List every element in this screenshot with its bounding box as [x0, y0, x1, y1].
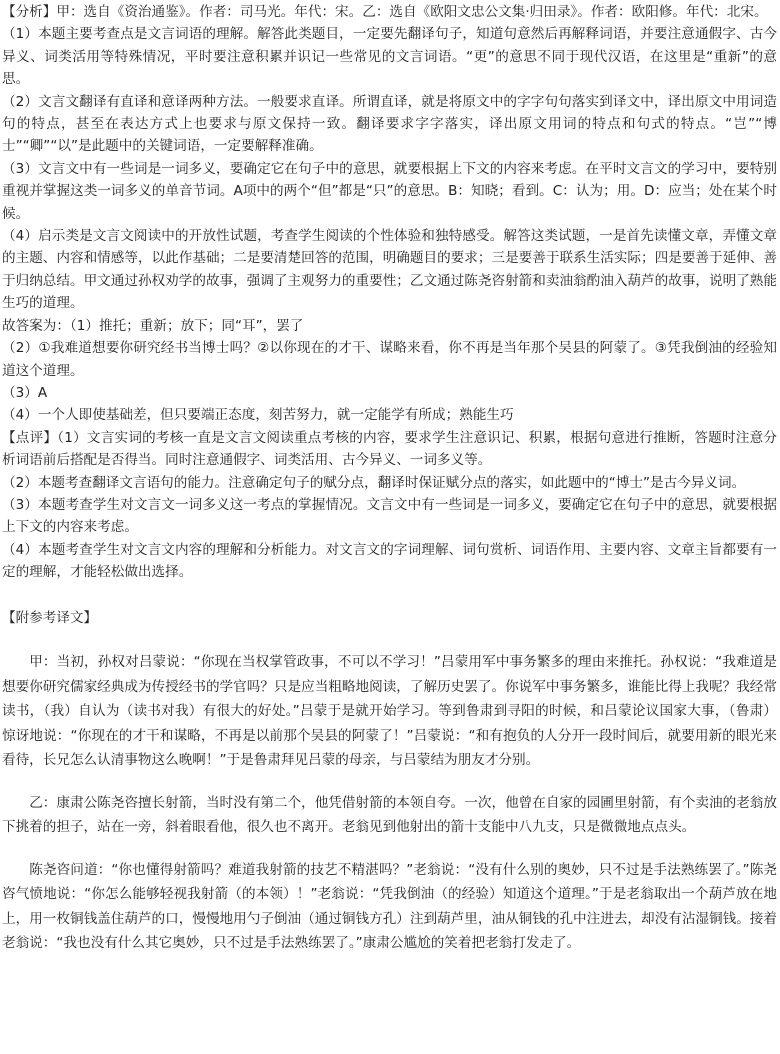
comment-4: （4）本题考查学生对文言文内容的理解和分析能力。对文言文的字词理解、词句赏析、词语作用、主要内容、文章主旨都要有一定的理解，才能轻松做出选择。 [2, 541, 777, 581]
analysis-point-2: （2）文言文翻译有直译和意译两种方法。一般要求直译。所谓直译，就是将原文中的字字句句落实到译文中，译出原文中用词造句的特点，甚至在表达方式上也要求与原文保持一致。翻译要求字字落实，译出原文用词的特点和句式的特点。“岂”“博士”“卿”“以”是此题中的关键词语，一定要解释准确。 [2, 93, 777, 155]
comment-2: （2）本题考查翻译文言语句的能力。注意确定句子的赋分点，翻译时保证赋分点的落实，如此题中的“博士”是古今异义词。 [2, 474, 746, 491]
answer-2: （2）①我难道想要你研究经书当博士吗？②以你现在的才干、谋略来看，你不再是当年那个吴县的阿蒙了。③凭我倒油的经验知道这个道理。 [2, 340, 777, 379]
analysis-section [2, 1, 777, 315]
translation-heading: 【附参考译文】 [2, 609, 98, 626]
answer-1: 故答案为：（1）推托；重新；放下；同“耳”，罢了 [2, 317, 304, 334]
answers-section [2, 315, 777, 427]
comment-3: （3）本题考查学生对文言文一词多义这一考点的掌握情况。文言文中有一些词是一词多义，要确定它在句子中的意思，就要根据上下文的内容来考虑。 [2, 496, 777, 536]
translation-passage-yi-part-1: 乙：康肃公陈尧咨擅长射箭，当时没有第二个，他凭借射箭的本领自夸。一次，他曾在自家的园圃里射箭，有个卖油的老翁放下挑着的担子，站在一旁，斜着眼看他，很久也不离开。老翁见到他射出的箭十支能中八九支，只是微微地点点头。 [2, 794, 777, 836]
analysis-point-3: （3）文言文中有一些词是一词多义，要确定它在句子中的意思，就要根据上下文的内容来考虑。在平时文言文的学习中，要特别重视并掌握这类一词多义的单音节词。A项中的两个“但”都是“只”的意思。B：知晓；看到。C：认为；用。D：应当；处在某个时候。 [2, 160, 777, 222]
translation-passage-jia: 甲：当初，孙权对吕蒙说：“你现在当权掌管政事，不可以不学习！”吕蒙用军中事务繁多的理由来推托。孙权说：“我难道是想要你研究儒家经典成为传授经书的学官吗？只是应当粗略地阅读，了解历史罢了。你说军中事务繁多，谁能比得上我呢？我经常读书，（我）自认为（读书对我）有很大的好处。”吕蒙于是就开始学习。等到鲁肃到寻阳的时候，和吕蒙论议国家大事，（鲁肃）惊讶地说：“你现在的才干和谋略，不再是以前那个吴县的阿蒙了！”吕蒙说：“和有抱负的人分开一段时间后，就要用新的眼光来看待，长兄怎么认清事物这么晚啊！”于是鲁肃拜见吕蒙的母亲，与吕蒙结为朋友才分别。 [2, 654, 777, 769]
section-spacer [2, 630, 777, 650]
section-spacer [2, 840, 777, 858]
translation-passage-yi-part-2: 陈尧咨问道：“你也懂得射箭吗？难道我射箭的技艺不精湛吗？”老翁说：“没有什么别的奥妙，只不过是手法熟练罢了。”陈尧咨气愤地说：“你怎么能够轻视我射箭（的本领）！”老翁说：“凭我倒油（的经验）知道这个道理。”于是老翁取出一个葫芦放在地上，用一枚铜钱盖住葫芦的口，慢慢地用勺子倒油（通过铜钱方孔）注到葫芦里，油从铜钱的孔中注进去，却没有沾湿铜钱。接着老翁说：“我也没有什么其它奥妙，只不过是手法熟练罢了。”康肃公尴尬的笑着把老翁打发走了。 [2, 861, 777, 952]
analysis-point-4: （4）启示类是文言文阅读中的开放性试题，考查学生阅读的个性体验和独特感受。解答这类试题，一是首先读懂文章，弄懂文章的主题、内容和情感等，以此作基础；二是要清楚回答的范围，明确题目的要求；三是要善于联系生活实际；四是要善于延伸、善于归纳总结。甲文通过孙权劝学的故事，强调了主观努力的重要性；乙文通过陈尧咨射箭和卖油翁酌油入葫芦的故事，说明了熟能生巧的道理。 [2, 228, 777, 312]
comment-section [2, 427, 777, 584]
section-spacer [2, 773, 777, 791]
analysis-point-1: （1）本题主要考查点是文言词语的理解。解答此类题目，一定要先翻译句子，知道句意然后再解释词语，并要注意通假字、古今异义、词类活用等特殊情况，平时要注意积累并识记一些常见的文言词语。“更”的意思不同于现代汉语，在这里是“重新”的意思。 [2, 26, 777, 88]
section-spacer [2, 584, 777, 606]
translation-section [2, 606, 777, 956]
answer-3: （3）A [2, 384, 48, 401]
answer-4: （4）一个人即使基础差，但只要端正态度，刻苦努力，就一定能学有所成；熟能生巧 [2, 407, 514, 424]
comment-1: 【点评】（1）文言实词的考核一直是文言文阅读重点考核的内容，要求学生注意识记、积累，根据句意进行推断，答题时注意分析词语前后搭配是否得当。同时注意通假字、词类活用、古今异义、一词多义等。 [2, 429, 777, 469]
analysis-intro: 【分析】甲：选自《资治通鉴》。作者：司马光。年代：宋。乙：选自《欧阳文忠公文集·归田录》。作者：欧阳修。年代：北宋。 [2, 4, 768, 20]
